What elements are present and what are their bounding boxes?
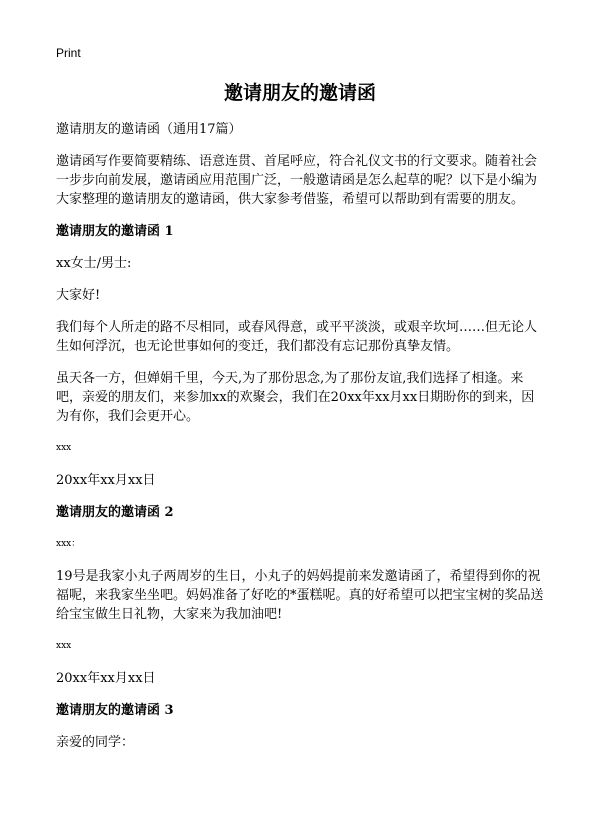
signature-2: xxx: [56, 641, 72, 651]
salutation-1: xx女士/男士:: [56, 256, 132, 271]
page-title: 邀请朋友的邀请函: [223, 82, 376, 104]
date-1: 20xx年xx月xx日: [56, 473, 156, 488]
salutation-2: xxx：: [56, 539, 81, 549]
print-link[interactable]: Print: [56, 46, 81, 60]
subtitle: 邀请朋友的邀请函（通用17篇）: [56, 122, 242, 137]
section-heading-2: 邀请朋友的邀请函 2: [56, 505, 174, 520]
section-heading-1: 邀请朋友的邀请函 1: [56, 224, 174, 239]
body-paragraph-1b: 虽天各一方，但婵娟千里，今天,为了那份思念,为了那份友谊,我们选择了相逢。来吧，亲爱的朋友们，来参加xx的欢聚会，我们在20xx年xx月xx日期盼你的到来，因为有你，我们会更开心。: [56, 371, 535, 424]
signature-1: xxx: [56, 443, 72, 453]
salutation-3: 亲爱的同学：: [56, 735, 135, 750]
body-paragraph-1a: 我们每个人所走的路不尽相同，或春风得意，或平平淡淡，或艰辛坎坷……但无论人生如何浮沉，也无论世事如何的变迁，我们都没有忘记那份真挚友情。: [56, 320, 538, 354]
intro-paragraph: 邀请函写作要简要精练、语意连贯、首尾呼应，符合礼仪文书的行文要求。随着社会一步步向前发展，邀请函应用范围广泛，一般邀请函是怎么起草的呢？以下是小编为大家整理的邀请朋友的邀请函，供大家参考借鉴，希望可以帮助到有需要的朋友。: [56, 154, 538, 207]
date-2: 20xx年xx月xx日: [56, 671, 156, 686]
body-paragraph-2a: 19号是我家小丸子两周岁的生日，小丸子的妈妈提前来发邀请函了，希望得到你的祝福呢，来我家坐坐吧。妈妈准备了好吃的*蛋糕呢。真的好希望可以把宝宝树的奖品送给宝宝做生日礼物，大家来为我加油吧!: [56, 569, 544, 622]
greeting-1: 大家好!: [56, 288, 101, 303]
section-heading-3: 邀请朋友的邀请函 3: [56, 703, 174, 718]
document-body: [56, 120, 546, 765]
